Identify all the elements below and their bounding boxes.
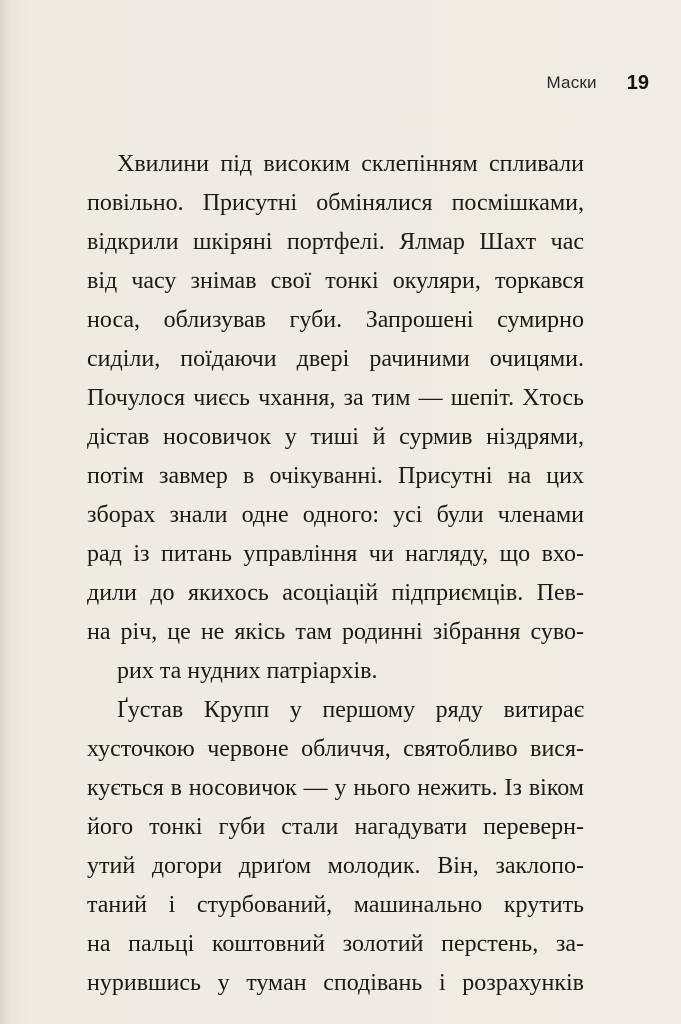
text-line: дили до якихось асоціацій підприємців. Пев- xyxy=(87,580,584,606)
body-text xyxy=(87,145,584,1003)
text-line: Хвилини під високим склепінням спливали xyxy=(117,151,584,177)
text-line: нурившись у туман сподівань і розрахунків xyxy=(87,970,584,996)
text-line: рих та нудних патріархів. xyxy=(117,658,378,684)
text-line: на пальці коштовний золотий перстень, за- xyxy=(87,931,584,957)
chapter-title: Маски xyxy=(546,73,597,92)
text-line: Ґустав Крупп у першому ряду витирає xyxy=(117,697,584,723)
text-line: його тонкі губи стали нагадувати переверн- xyxy=(87,814,584,840)
text-line: утий догори дриґом молодик. Він, заклопо- xyxy=(87,853,584,879)
text-line: носа, облизував губи. Запрошені сумирно xyxy=(87,307,584,333)
page-number: 19 xyxy=(626,71,649,94)
text-line: потім завмер в очікуванні. Присутні на цих xyxy=(87,463,584,489)
text-line: таний і стурбований, машинально крутить xyxy=(87,892,584,918)
text-line: від часу знімав свої тонкі окуляри, торкався xyxy=(87,268,584,294)
text-line: відкрили шкіряні портфелі. Ялмар Шахт час xyxy=(87,229,584,255)
text-line: сиділи, поїдаючи двері рачиними очицями. xyxy=(87,346,584,372)
text-line: повільно. Присутні обмінялися посмішками, xyxy=(87,190,584,216)
text-line: кується в носовичок — у нього нежить. Із віком xyxy=(87,775,584,801)
text-line: на річ, це не якісь там родинні зібрання суво- xyxy=(87,619,584,645)
text-line: дістав носовичок у тиші й сурмив ніздрями, xyxy=(87,424,584,450)
text-line: Почулося чиєсь чхання, за тим — шепіт. Хтось xyxy=(87,385,584,411)
text-line: рад із питань управління чи нагляду, що вхо- xyxy=(87,541,584,567)
text-line: зборах знали одне одного: усі були членами xyxy=(87,502,584,528)
text-line: хусточкою червоне обличчя, святобливо вися- xyxy=(87,736,584,762)
running-header xyxy=(547,68,650,98)
